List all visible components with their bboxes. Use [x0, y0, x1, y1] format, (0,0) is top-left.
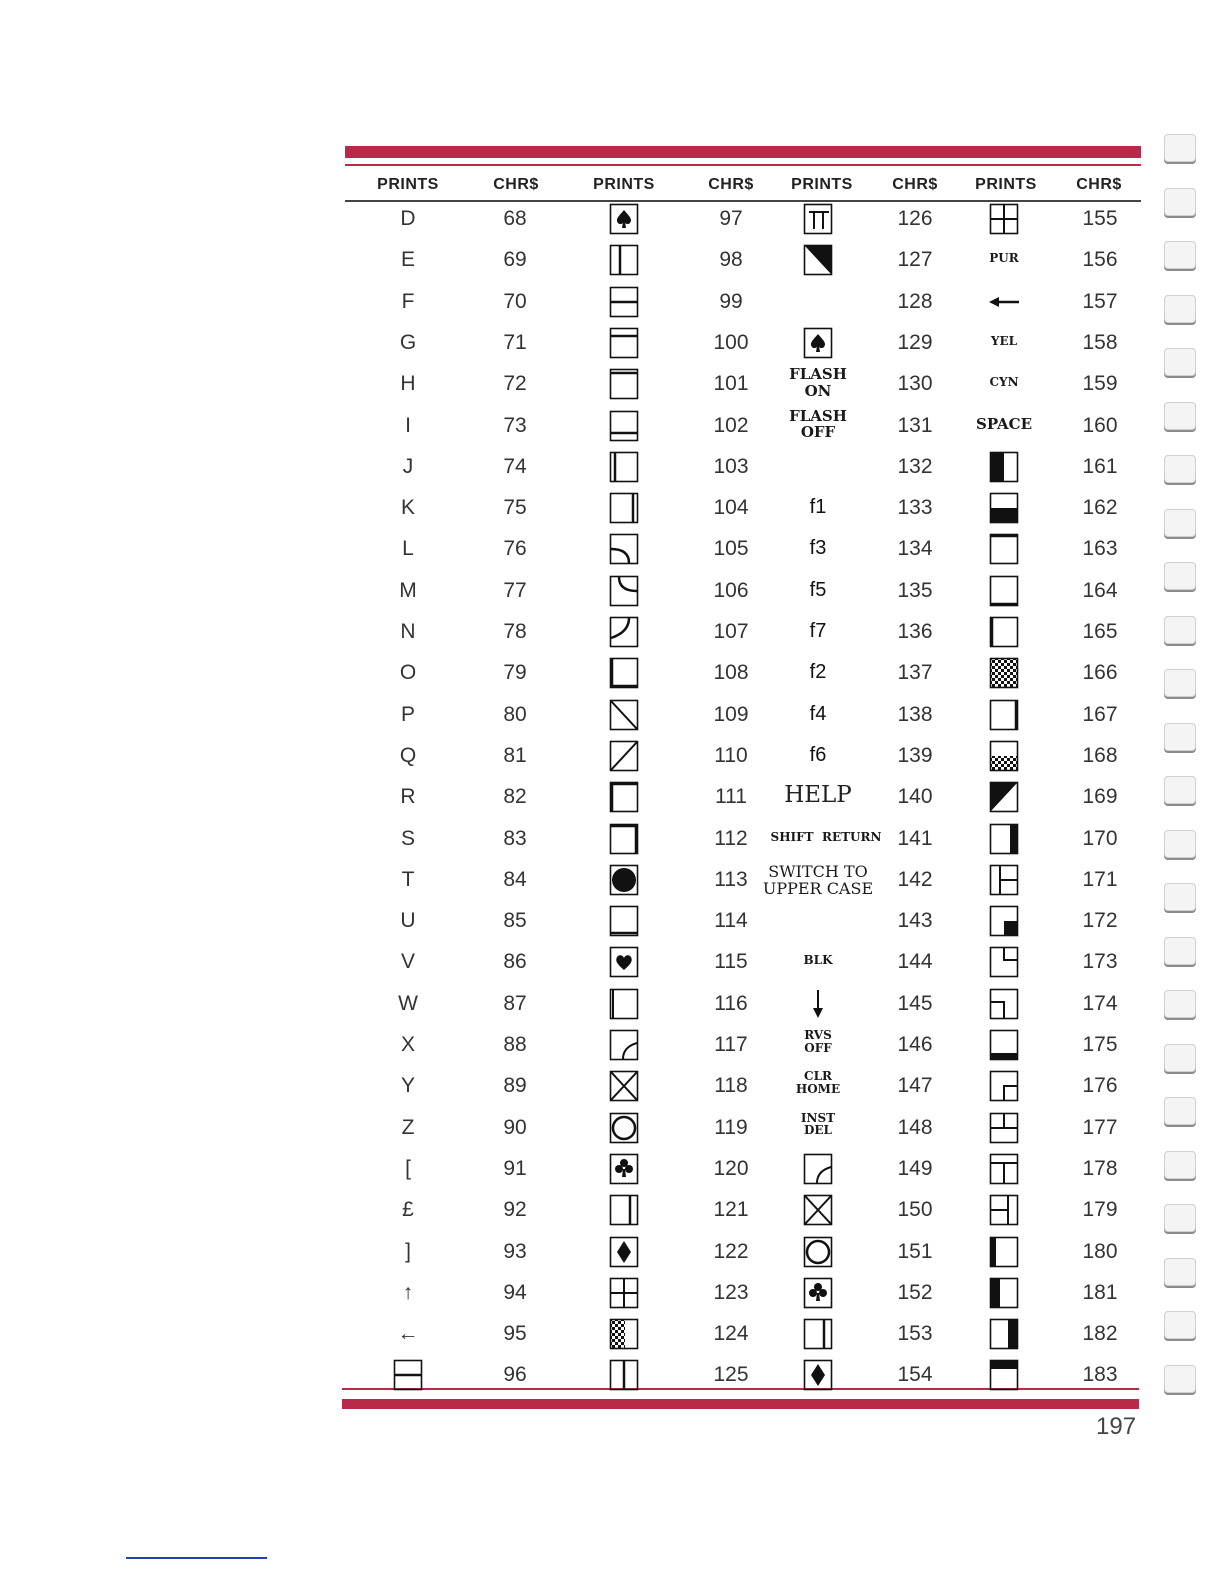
chr-code-cell: 120: [713, 1156, 749, 1180]
chr-code-cell: 94: [503, 1280, 527, 1304]
chr-code-cell: 101: [713, 372, 749, 396]
tri-ul-icon: [989, 781, 1019, 813]
column-header: CHR$: [892, 176, 938, 193]
prints-cell: R: [400, 785, 416, 809]
chr-code-cell: 121: [713, 1198, 749, 1222]
chr-code-cell: 145: [897, 991, 933, 1015]
prints-cell: FLASH ON: [789, 365, 847, 400]
prints-cell: YEL: [990, 333, 1018, 348]
chr-code-cell: 105: [713, 537, 749, 561]
column-header: CHR$: [708, 176, 754, 193]
tee-right-icon: [989, 1194, 1019, 1226]
chr-code-cell: 81: [503, 743, 527, 767]
binder-ring: [1164, 1097, 1196, 1125]
chr-code-cell: 78: [503, 620, 527, 643]
prints-cell: G: [399, 330, 417, 354]
column-header: PRINTS: [791, 176, 853, 193]
prints-cell: RVS OFF: [804, 1028, 832, 1055]
chr-code-cell: 177: [1082, 1115, 1118, 1139]
chr-code-cell: 74: [503, 454, 527, 478]
chr-code-cell: 134: [897, 537, 933, 561]
chr-code-cell: 114: [714, 909, 748, 933]
prints-cell: f4: [809, 702, 827, 725]
vline-l-icon: [609, 244, 639, 276]
binder-ring: [1164, 402, 1196, 430]
binder-ring: [1164, 1258, 1196, 1286]
chr-code-cell: 108: [713, 661, 749, 685]
cross-x-icon: [803, 1194, 833, 1226]
binder-ring: [1164, 509, 1196, 537]
column-header: PRINTS: [377, 176, 439, 193]
chr-code-cell: 86: [503, 950, 527, 974]
half-bottom-icon: [989, 492, 1019, 524]
prints-cell: H: [400, 372, 416, 396]
chr-code-cell: 91: [503, 1156, 527, 1180]
chr-code-cell: 85: [503, 909, 527, 933]
chr-code-cell: 181: [1082, 1280, 1118, 1304]
box-right-icon: [989, 699, 1019, 731]
hline-lo-icon: [609, 410, 639, 442]
chr-code-cell: 77: [503, 578, 527, 602]
chr-code-cell: 130: [897, 372, 933, 396]
tee-bot-icon: [989, 1112, 1019, 1144]
chr-code-cell: 182: [1082, 1322, 1118, 1346]
tee-up-icon: [989, 946, 1019, 978]
binder-ring: [1164, 669, 1196, 697]
checker-l-icon: [609, 1318, 639, 1350]
heart-icon: [609, 946, 639, 978]
hline-icon: [393, 1359, 423, 1391]
chr-code-cell: 160: [1082, 413, 1118, 437]
bottom-accent-bar: [342, 1399, 1139, 1409]
chr-code-cell: 175: [1082, 1033, 1118, 1056]
chr-code-cell: 161: [1082, 454, 1118, 478]
ball-icon: [609, 864, 639, 896]
prints-cell: X: [400, 1033, 415, 1056]
chr-code-cell: 127: [897, 248, 933, 272]
binder-ring: [1164, 562, 1196, 590]
prints-cell: PUR: [989, 251, 1019, 266]
arrow-down-icon: [803, 988, 833, 1020]
chr-code-cell: 151: [897, 1239, 933, 1263]
chr-code-cell: 70: [503, 289, 527, 313]
arc-br-icon: [803, 1153, 833, 1185]
prints-cell: CYN: [989, 375, 1019, 390]
hline-icon: [609, 286, 639, 318]
chr-code-cell: 95: [503, 1322, 527, 1346]
chr-code-cell: 131: [897, 413, 933, 437]
binder-ring: [1164, 1044, 1196, 1072]
chr-code-cell: 79: [503, 661, 527, 685]
chr-code-cell: 117: [714, 1033, 748, 1056]
chr-code-cell: 178: [1082, 1156, 1118, 1180]
chr-code-cell: 173: [1082, 950, 1118, 974]
chr-code-cell: 72: [503, 372, 527, 396]
chr-code-cell: 124: [713, 1322, 749, 1346]
prints-cell: INST DEL: [800, 1110, 836, 1138]
prints-cell: L: [402, 537, 414, 561]
chr-code-cell: 147: [897, 1074, 933, 1098]
vline-left-icon: [609, 451, 639, 483]
diamond-icon: [803, 1359, 833, 1391]
prints-cell: S: [400, 826, 415, 850]
tee-left-icon: [989, 864, 1019, 896]
binder-ring: [1164, 1365, 1196, 1393]
column-header: PRINTS: [975, 176, 1037, 193]
box-bot-icon: [989, 575, 1019, 607]
chr-code-cell: 71: [503, 330, 527, 354]
arrow-left-icon: [989, 286, 1019, 318]
bar-top-thick-icon: [989, 1359, 1019, 1391]
prints-cell: £: [402, 1198, 414, 1222]
chr-code-cell: 107: [713, 620, 749, 643]
chr-code-cell: 150: [897, 1198, 933, 1222]
prints-cell: Q: [399, 743, 417, 767]
chr-code-cell: 113: [714, 867, 748, 891]
chr-code-cell: 119: [714, 1115, 748, 1139]
chr-code-cell: 69: [503, 248, 527, 272]
hline-top-icon: [609, 368, 639, 400]
chr-code-cell: 104: [713, 496, 749, 520]
plus-icon: [989, 203, 1019, 235]
diag-fwd-icon: [609, 740, 639, 772]
prints-cell: P: [400, 702, 415, 726]
chr-code-cell: 122: [713, 1239, 749, 1263]
binder-ring: [1164, 883, 1196, 911]
bottom-rule: [342, 1388, 1139, 1390]
binder-ring: [1164, 134, 1196, 162]
chr-code-cell: 167: [1082, 702, 1118, 726]
chr-code-cell: 115: [714, 950, 748, 974]
binder-ring: [1164, 990, 1196, 1018]
chr-code-cell: 118: [714, 1074, 748, 1098]
prints-cell: ]: [405, 1239, 411, 1263]
chr-code-cell: 116: [714, 991, 748, 1015]
binder-ring: [1164, 616, 1196, 644]
prints-cell: W: [398, 991, 418, 1015]
prints-cell: J: [402, 454, 414, 478]
bar-left-thick-icon: [989, 1277, 1019, 1309]
binder-ring: [1164, 937, 1196, 965]
prints-cell: FLASH OFF: [789, 406, 847, 441]
column-header: PRINTS: [593, 176, 655, 193]
right-quarter-icon: [989, 823, 1019, 855]
prints-cell: [: [405, 1156, 411, 1180]
prints-cell: f2: [809, 661, 827, 684]
prints-cell: ↑: [402, 1280, 414, 1304]
chr-code-cell: 142: [897, 867, 933, 891]
binder-ring: [1164, 1311, 1196, 1339]
chr-code-cell: 180: [1082, 1239, 1118, 1263]
chr-code-cell: 136: [897, 620, 933, 643]
chr-code-cell: 125: [713, 1363, 749, 1387]
vline-r2-icon: [803, 1318, 833, 1350]
box-left-icon: [989, 616, 1019, 648]
chr-code-cell: 176: [1082, 1074, 1118, 1098]
header-underline: [345, 200, 1141, 202]
chr-code-cell: 129: [897, 330, 933, 354]
chr-code-cell: 146: [897, 1033, 933, 1056]
cross-x-icon: [609, 1070, 639, 1102]
chr-code-cell: 172: [1082, 909, 1118, 933]
spade-icon: [803, 327, 833, 359]
top-rule: [345, 164, 1141, 166]
chr-code-cell: 126: [897, 207, 933, 230]
chr-code-cell: 143: [897, 909, 933, 933]
circle-icon: [803, 1236, 833, 1268]
prints-cell: M: [399, 578, 417, 602]
chr-code-cell: 87: [503, 991, 527, 1015]
box-top-icon: [989, 533, 1019, 565]
chr-code-cell: 88: [503, 1033, 527, 1056]
chr-code-cell: 76: [503, 537, 527, 561]
chr-code-cell: 92: [503, 1198, 527, 1222]
club-icon: [609, 1153, 639, 1185]
chr-code-cell: 135: [897, 578, 933, 602]
chr-code-cell: 83: [503, 826, 527, 850]
prints-cell: SHIFT RETURN: [770, 829, 882, 844]
binder-ring: [1164, 455, 1196, 483]
top-accent-bar: [345, 146, 1141, 158]
vline-mid-icon: [609, 1359, 639, 1391]
arc-br-icon: [609, 1029, 639, 1061]
pi-icon: [803, 203, 833, 235]
prints-cell: O: [399, 661, 417, 685]
corner-small-icon: [989, 1070, 1019, 1102]
prints-cell: ←: [397, 1322, 419, 1346]
chr-code-cell: 149: [897, 1156, 933, 1180]
chr-code-cell: 80: [503, 702, 527, 726]
binder-ring: [1164, 295, 1196, 323]
prints-cell: I: [405, 413, 411, 437]
checker-bot-icon: [989, 740, 1019, 772]
chr-code-cell: 166: [1082, 661, 1118, 685]
chr-code-cell: 90: [503, 1115, 527, 1139]
arc-tr-icon: [609, 575, 639, 607]
underline-mark: [126, 1557, 267, 1559]
hline-hi-icon: [609, 327, 639, 359]
arc-tl-icon: [609, 616, 639, 648]
binder-ring: [1164, 723, 1196, 751]
binder-ring: [1164, 1204, 1196, 1232]
chr-code-cell: 141: [897, 826, 933, 850]
chr-code-cell: 133: [897, 496, 933, 520]
quad-br-icon: [989, 905, 1019, 937]
vline-left2-icon: [609, 988, 639, 1020]
chr-code-cell: 158: [1082, 330, 1118, 354]
tee-corner-icon: [989, 988, 1019, 1020]
arc-bl-icon: [609, 533, 639, 565]
prints-cell: SPACE: [975, 414, 1033, 433]
prints-cell: V: [400, 950, 415, 974]
vline-r2-icon: [609, 1194, 639, 1226]
prints-cell: Z: [401, 1115, 415, 1139]
chr-code-cell: 82: [503, 785, 527, 809]
page-number: 197: [1096, 1413, 1137, 1440]
prints-cell: F: [401, 289, 415, 313]
prints-cell: U: [400, 909, 416, 933]
prints-cell: CLR HOME: [795, 1069, 841, 1096]
chr-code-cell: 159: [1082, 372, 1118, 396]
chr-code-cell: 106: [713, 578, 749, 602]
prints-cell: HELP: [784, 782, 852, 809]
chr-code-cell: 103: [713, 454, 749, 478]
corner-tl-icon: [609, 781, 639, 813]
chr-code-cell: 183: [1082, 1363, 1118, 1387]
chr-code-cell: 132: [897, 454, 933, 478]
chr-code-cell: 162: [1082, 496, 1118, 520]
prints-cell: f7: [809, 620, 827, 642]
prints-cell: f5: [809, 578, 827, 601]
chr-code-cell: 89: [503, 1074, 527, 1098]
plus-icon: [609, 1277, 639, 1309]
chr-code-cell: 168: [1082, 743, 1118, 767]
diag-back-icon: [609, 699, 639, 731]
chr-code-cell: 139: [897, 743, 933, 767]
chr-code-cell: 100: [713, 330, 749, 354]
chr-code-cell: 112: [714, 826, 748, 850]
prints-cell: Y: [400, 1074, 415, 1098]
bar-right-thick-icon: [989, 1318, 1019, 1350]
column-header: CHR$: [1076, 176, 1122, 193]
chr-code-cell: 164: [1082, 578, 1118, 602]
chr-code-cell: 169: [1082, 785, 1118, 809]
prints-cell: f6: [809, 743, 827, 766]
bar-bottom-icon: [989, 1029, 1019, 1061]
circle-icon: [609, 1112, 639, 1144]
chr-code-cell: 93: [503, 1239, 527, 1263]
chr-code-cell: 111: [715, 785, 747, 809]
chr-code-cell: 128: [897, 289, 933, 313]
binder-ring: [1164, 1151, 1196, 1179]
chr-code-cell: 170: [1082, 826, 1118, 850]
club-icon: [803, 1277, 833, 1309]
prints-cell: SWITCH TO UPPER CASE: [762, 861, 874, 899]
chr-code-cell: 152: [897, 1280, 933, 1304]
prints-cell: N: [400, 620, 416, 643]
chr-code-cell: 154: [897, 1363, 933, 1387]
chr-code-cell: 110: [714, 743, 748, 767]
chr-code-cell: 138: [897, 702, 933, 726]
chr-code-cell: 75: [503, 496, 527, 520]
chr-code-cell: 137: [897, 661, 933, 685]
prints-cell: BLK: [803, 953, 833, 968]
prints-cell: f3: [809, 537, 827, 560]
chr-code-cell: 123: [713, 1280, 749, 1304]
prints-cell: D: [400, 207, 416, 230]
chr-code-cell: 144: [897, 950, 933, 974]
chr-code-cell: 174: [1082, 991, 1118, 1015]
prints-cell: T: [401, 867, 415, 891]
chr-code-cell: 97: [719, 207, 743, 230]
chr-code-cell: 171: [1082, 867, 1118, 891]
column-header: CHR$: [493, 176, 539, 193]
hline-bot-icon: [609, 905, 639, 937]
chr-code-cell: 84: [503, 867, 527, 891]
tri-ur-icon: [803, 244, 833, 276]
binder-ring: [1164, 188, 1196, 216]
chr-code-cell: 153: [897, 1322, 933, 1346]
chr-code-cell: 165: [1082, 620, 1118, 643]
bar-left-icon: [989, 1236, 1019, 1268]
chr-code-cell: 155: [1082, 207, 1118, 230]
binder-ring: [1164, 348, 1196, 376]
chr-code-cell: 179: [1082, 1198, 1118, 1222]
prints-cell: K: [400, 496, 415, 520]
corner-bl-icon: [609, 657, 639, 689]
chr-code-cell: 98: [719, 248, 743, 272]
chr-code-cell: 156: [1082, 248, 1118, 272]
prints-cell: f1: [809, 496, 827, 519]
chr-code-cell: 68: [503, 207, 527, 230]
chr-code-cell: 109: [713, 702, 749, 726]
corner-tr-icon: [609, 823, 639, 855]
chr-code-cell: 157: [1082, 289, 1118, 313]
chr-code-cell: 163: [1082, 537, 1118, 561]
chr-code-cell: 99: [719, 289, 743, 313]
spade-icon: [609, 203, 639, 235]
chr-code-cell: 140: [897, 785, 933, 809]
chr-code-cell: 73: [503, 413, 527, 437]
checker-icon: [989, 657, 1019, 689]
tee-top-icon: [989, 1153, 1019, 1185]
binder-ring: [1164, 830, 1196, 858]
vline-right-icon: [609, 492, 639, 524]
prints-cell: E: [400, 248, 415, 272]
binder-ring: [1164, 241, 1196, 269]
chr-code-cell: 148: [897, 1115, 933, 1139]
chr-code-cell: 96: [503, 1363, 527, 1387]
diamond-icon: [609, 1236, 639, 1268]
half-left-icon: [989, 451, 1019, 483]
chr-code-cell: 102: [713, 413, 749, 437]
binder-ring: [1164, 776, 1196, 804]
